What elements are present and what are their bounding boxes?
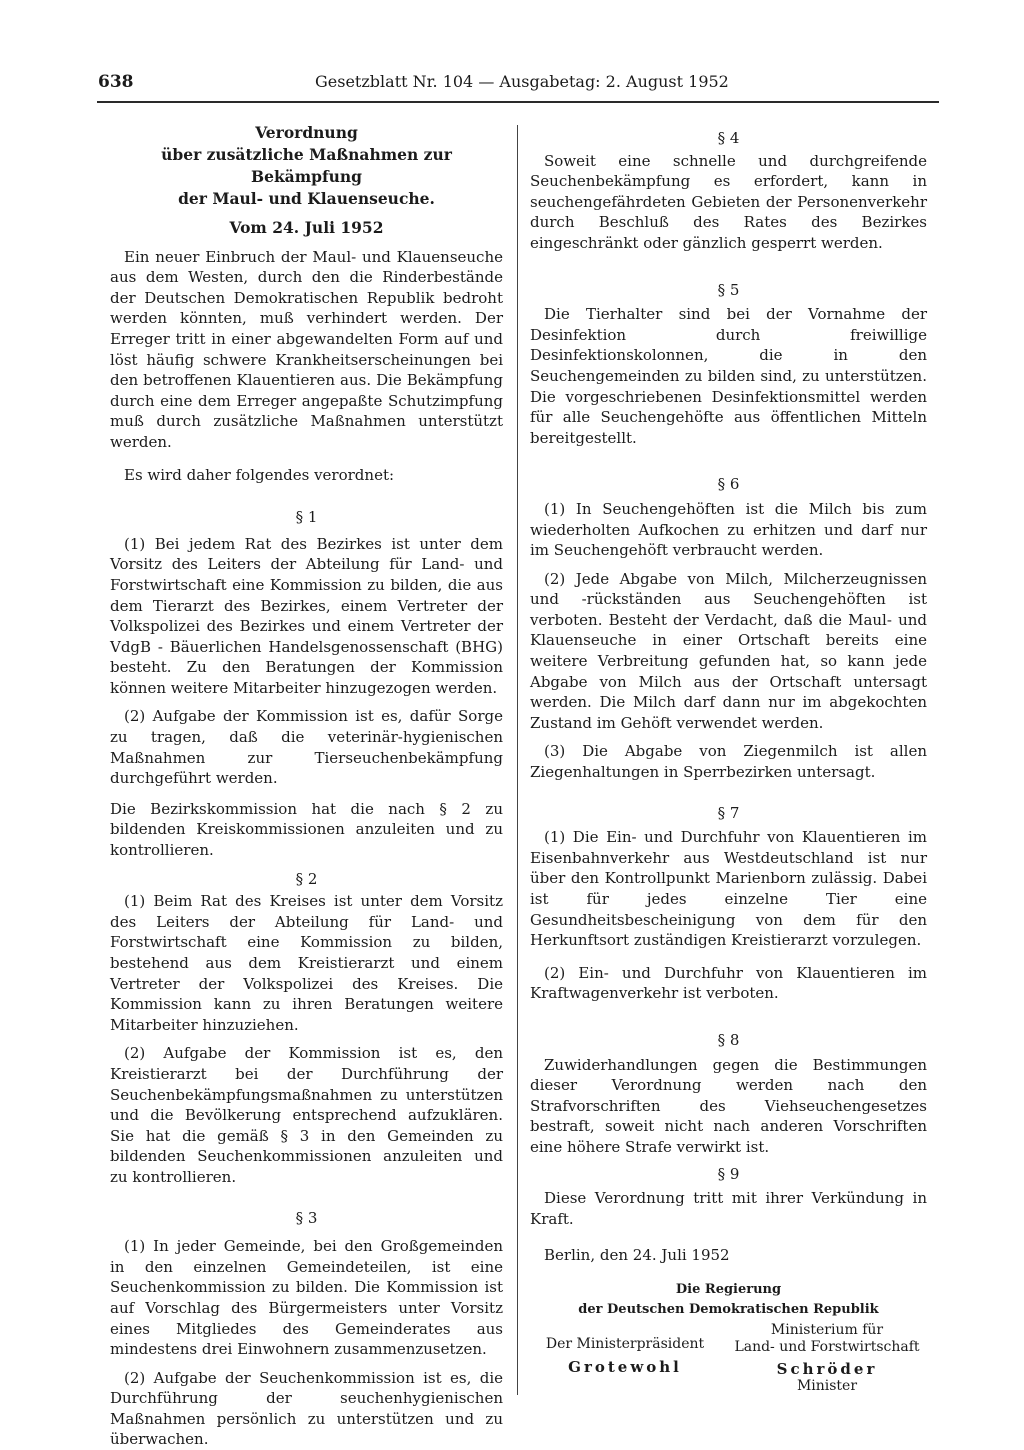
signatory-right-title: Minister — [796, 1378, 858, 1395]
title-line-2: über zusätzliche Maßnahmen zur Bekämpfung — [161, 145, 452, 186]
section-7-paragraph-2: (2) Ein- und Durchfuhr von Klauentieren im Kraftwagenverkehr ist verboten. — [530, 963, 927, 1003]
section-6-heading: § 6 — [717, 475, 740, 494]
section-9-heading: § 9 — [717, 1164, 740, 1183]
decree-statement: Es wird daher folgendes verordnet: — [124, 465, 395, 484]
running-header: Gesetzblatt Nr. 104 — Ausgabetag: 2. August 1952 — [315, 72, 729, 91]
section-5-heading: § 5 — [717, 280, 740, 299]
section-4-heading: § 4 — [717, 129, 740, 147]
signatory-minister — [727, 1322, 927, 1396]
signatory-right-name: Schröder — [776, 1359, 878, 1378]
section-3-paragraph-2: (2) Aufgabe der Seuchenkommission ist es, die Durchführung der seuchenhygienischen Maßnahmen persönlich zu unterstützen und zu überwachen. — [110, 1368, 503, 1449]
title-line-3: der Maul- und Klauenseuche. — [178, 189, 435, 208]
section-2-paragraph-2: (2) Aufgabe der Kommission ist es, den Kreistierarzt bei der Durchführung der Seuchenbekämpfungsmaßnahmen zu unterstützen und die Bevölkerung entsprechend aufzuklären. Sie hat die gemäß § 3 in den Gemeinden zu bildenden Seuchenkommissionen anzuleiten und zu kontrollieren. — [110, 1044, 503, 1186]
signatory-left-role: Der Ministerpräsident — [545, 1335, 705, 1352]
section-5-paragraph-1: Die Tierhalter sind bei der Vornahme der Desinfektion durch freiwillige Desinfektionskolonnen, die in den Seuchengemeinden zu bilden sind, zu unterstützen. Die vorgeschriebenen Desinfektionsmittel werden für alle Seuchengehöfte aus öffentlichen Mitteln bereitgestellt. — [530, 305, 927, 447]
place-and-date: Berlin, den 24. Juli 1952 — [544, 1246, 730, 1265]
section-6-paragraph-3: (3) Die Abgabe von Ziegenmilch ist allen Ziegenhaltungen in Sperrbezirken untersagt. — [530, 742, 927, 782]
section-3-paragraph-1: (1) In jeder Gemeinde, bei den Großgemeinden in den einzelnen Gemeindeteilen, ist eine Seuchenkommission zu bilden. Die Kommission ist auf Vorschlag des Bürgermeisters unter Vorsitz eines Mitgliedes des Gemeinderates aus mindestens drei Einwohnern zusammenzusetzen. — [110, 1237, 503, 1359]
preamble: Ein neuer Einbruch der Maul- und Klauenseuche aus dem Westen, durch den die Rinderbestände der Deutschen Demokratischen Republik bedroht werden könnten, muß verhindert werden. Der Erreger tritt in einer abgewandelten Form auf und löst häufig schwere Krankheitserscheinungen bei den betroffenen Klauentieren aus. Die Bekämpfung durch eine dem Erreger angepaßte Schutzimpfung muß durch zusätzliche Maßnahmen unterstützt werden. — [110, 247, 503, 451]
column-divider — [517, 125, 518, 1395]
section-1-heading: § 1 — [295, 508, 318, 527]
section-1-paragraph-2: (2) Aufgabe der Kommission ist es, dafür Sorge zu tragen, daß die veterinär-hygienischen Maßnahmen zur Tierseuchenbekämpfung durchgeführt werden. — [110, 707, 503, 788]
signatory-left-name: Grotewohl — [568, 1358, 682, 1377]
signatory-right-role-2: Land- und Forstwirtschaft — [734, 1339, 920, 1356]
section-4-paragraph-1: Soweit eine schnelle und durchgreifende Seuchenbekämpfung es erfordert, kann in seuchengefährdeten Gebieten der Personenverkehr durch Beschluß des Rates des Bezirkes eingeschränkt oder gänzlich gesperrt werden. — [530, 151, 927, 252]
header-rule — [97, 101, 939, 103]
section-6-paragraph-1: (1) In Seuchengehöften ist die Milch bis zum wiederholten Aufkochen zu erhitzen und darf nur im Seuchengehöft verbraucht werden. — [530, 499, 927, 560]
section-1-paragraph-1: (1) Bei jedem Rat des Bezirkes ist unter dem Vorsitz des Leiters der Abteilung für Land- und Forstwirtschaft eine Kommission zu bilden, die aus dem Tierarzt des Bezirkes, einem Vertreter der Volkspolizei des Bezirkes und einem Vertreter der VdgB - Bäuerlichen Handelsgenossenschaft (BHG) besteht. Zu den Beratungen der Kommission können weitere Mitarbeiter hinzugezogen werden. — [110, 534, 503, 697]
decree-date: Vom 24. Juli 1952 — [229, 218, 384, 237]
right-column — [530, 122, 927, 1396]
section-1-paragraph-3: Die Bezirkskommission hat die nach § 2 zu bildenden Kreiskommissionen anzuleiten und zu kontrollieren. — [110, 799, 503, 860]
section-7-paragraph-1: (1) Die Ein- und Durchfuhr von Klauentieren im Eisenbahnverkehr aus Westdeutschland ist nur über den Kontrollpunkt Marienborn zulässig. Dabei ist für jedes einzelne Tier eine Gesundheitsbescheinigung von dem für den Herkunftsort zuständigen Kreistierarzt vorzulegen. — [530, 828, 927, 950]
signatory-prime-minister — [530, 1322, 720, 1396]
left-column — [110, 122, 503, 1450]
section-8-paragraph-1: Zuwiderhandlungen gegen die Bestimmungen dieser Verordnung werden nach den Strafvorschriften des Viehseuchengesetzes bestraft, soweit nicht nach anderen Vorschriften eine höhere Strafe verwirkt ist. — [530, 1055, 927, 1156]
section-8-heading: § 8 — [717, 1030, 740, 1049]
signatories — [530, 1322, 927, 1396]
page-number: 638 — [98, 72, 134, 92]
section-7-heading: § 7 — [717, 803, 740, 822]
government-line-2: der Deutschen Demokratischen Republik — [578, 1301, 879, 1317]
signatory-right-role-1: Ministerium für — [770, 1321, 884, 1338]
title-line-1: Verordnung — [255, 123, 358, 142]
government-line-1: Die Regierung — [675, 1281, 782, 1297]
section-2-heading: § 2 — [295, 869, 318, 888]
signature-block — [530, 1280, 927, 1396]
section-3-heading: § 3 — [295, 1208, 318, 1227]
section-9-paragraph-1: Diese Verordnung tritt mit ihrer Verkündung in Kraft. — [530, 1189, 927, 1228]
section-6-paragraph-2: (2) Jede Abgabe von Milch, Milcherzeugnissen und -rückständen aus Seuchengehöften ist verboten. Besteht der Verdacht, daß die Maul- und Klauenseuche in einer Ortschaft bereits eine weitere Verbreitung gefunden hat, so kann jede Abgabe von Milch aus der Ortschaft untersagt werden. Die Milch darf dann nur im abgekochten Zustand im Gehöft verwendet werden. — [530, 569, 927, 732]
section-2-paragraph-1: (1) Beim Rat des Kreises ist unter dem Vorsitz des Leiters der Abteilung für Land- und Forstwirtschaft eine Kommission zu bilden, bestehend aus dem Kreistierarzt und einem Vertreter der Volkspolizei des Kreises. Die Kommission kann zu ihren Beratungen weitere Mitarbeiter hinzuziehen. — [110, 892, 503, 1034]
